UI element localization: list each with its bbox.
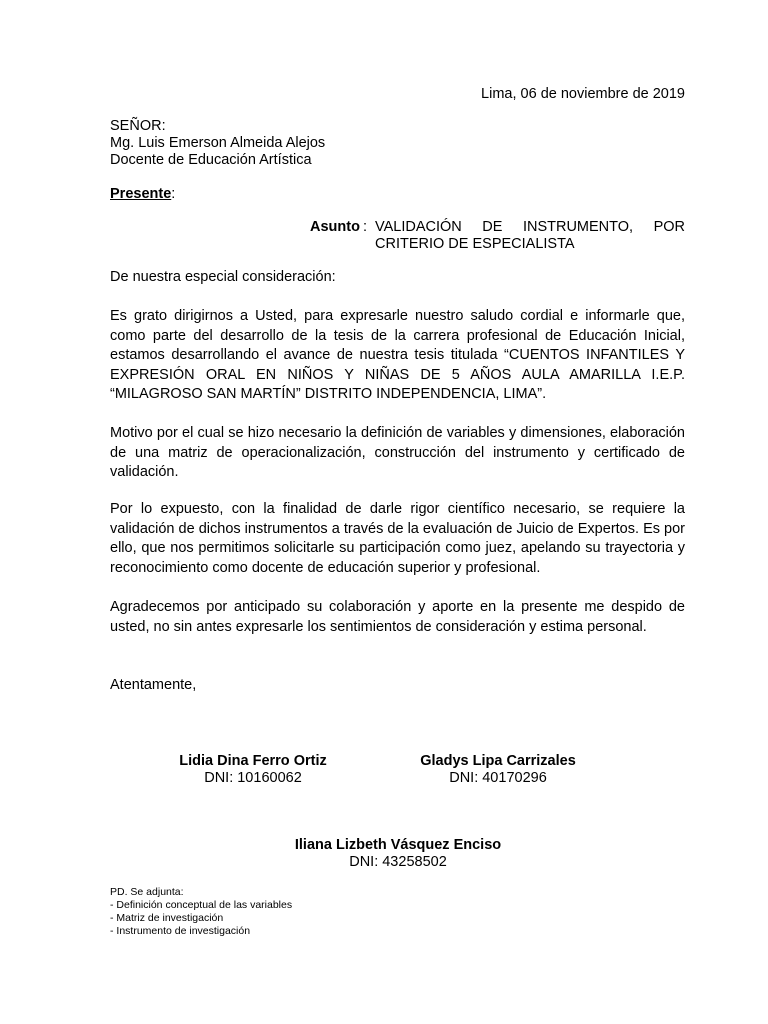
signature-block-3 — [270, 837, 526, 871]
postscript-heading: PD. Se adjunta: — [110, 886, 184, 898]
signatory-dni: DNI: 43258502 — [349, 854, 447, 870]
signatory-name: Gladys Lipa Carrizales — [420, 753, 576, 769]
presente-colon: : — [171, 186, 176, 202]
signatory-name: Iliana Lizbeth Vásquez Enciso — [294, 837, 502, 853]
postscript-item: - Definición conceptual de las variables — [110, 899, 293, 911]
signature-block-2 — [400, 753, 596, 787]
subject-line-1: VALIDACIÓN DE INSTRUMENTO, POR — [375, 219, 685, 235]
signature-block-1 — [160, 753, 346, 787]
postscript — [110, 886, 292, 938]
closing: Atentamente, — [110, 677, 197, 693]
addressee-position: Docente de Educación Artística — [110, 152, 312, 168]
body-paragraph-3: Por lo expuesto, con la finalidad de darle rigor científico necesario, se requiere la validación de dichos instrumentos a través de la evaluación de Juicio de Expertos. Es por ello, que nos permitimos solicitarle su participación como juez, apelando su trayectoria y reconocimiento como docente de educación superior y profesional. — [110, 501, 685, 576]
addressee-salutation: SEÑOR: — [110, 118, 166, 134]
signatory-name: Lidia Dina Ferro Ortiz — [179, 753, 327, 769]
body-paragraph-1: Es grato dirigirnos a Usted, para expresarle nuestro saludo cordial e informarle que, como parte del desarrollo de la tesis de la carrera profesional de Educación Inicial, estamos desarrollando el avance de nuestra tesis titulada “CUENTOS INFANTILES Y EXPRESIÓN ORAL EN NIÑOS Y NIÑAS DE 5 AÑOS AULA AMARILLA I.E.P. “MILAGROSO SAN MARTÍN” DISTRITO INDEPENDENCIA, LIMA”. — [110, 308, 685, 402]
addressee-name: Mg. Luis Emerson Almeida Alejos — [110, 135, 326, 151]
body-paragraph-2: Motivo por el cual se hizo necesario la definición de variables y dimensiones, elaboración de una matriz de operacionalización, construcción del instrumento y certificado de validación. — [110, 425, 685, 480]
signatory-dni: DNI: 10160062 — [204, 770, 302, 786]
subject-label: Asunto — [310, 219, 360, 235]
presente-line — [110, 186, 175, 203]
signatory-dni: DNI: 40170296 — [449, 770, 547, 786]
addressee-block — [110, 118, 325, 169]
date-line: Lima, 06 de noviembre de 2019 — [481, 86, 685, 102]
postscript-item: - Instrumento de investigación — [110, 925, 251, 937]
subject-colon: : — [363, 219, 368, 235]
subject-line-2: CRITERIO DE ESPECIALISTA — [375, 236, 575, 252]
body-paragraph-4: Agradecemos por anticipado su colaboración y aporte en la presente me despido de usted, no sin antes expresarle los sentimientos de consideración y estima personal. — [110, 599, 685, 635]
subject-text — [375, 219, 685, 253]
greeting: De nuestra especial consideración: — [110, 269, 336, 285]
postscript-item: - Matriz de investigación — [110, 912, 224, 924]
presente-label: Presente — [110, 186, 172, 202]
